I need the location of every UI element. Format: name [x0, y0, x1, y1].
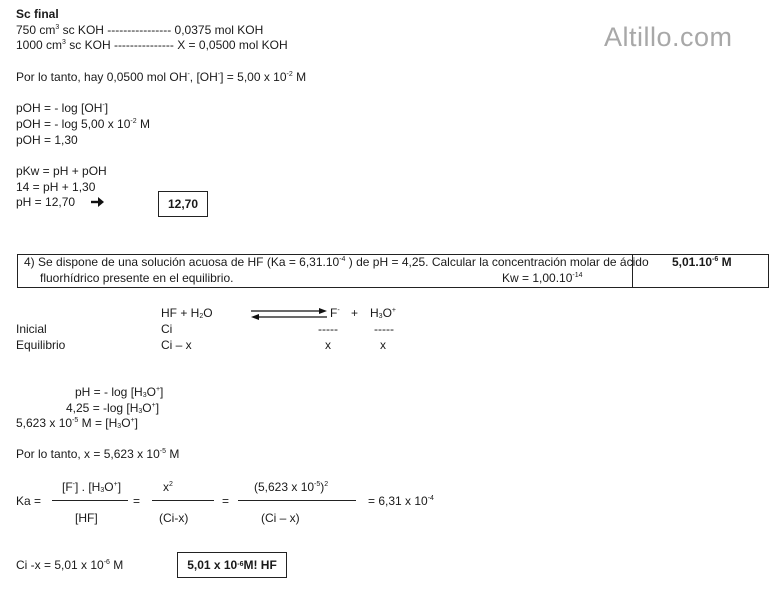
- oh-conclusion: Por lo tanto, hay 0,0500 mol OH-, [OH-] = 5,00 x $10^{-2}$ M: [16, 70, 307, 84]
- pkw-line-1: pKw = pH + pOH: [16, 164, 107, 178]
- equals-1: =: [133, 494, 141, 508]
- x-conclusion: Por lo tanto, x = 5,623 x $10^{-5}$ M: [16, 447, 180, 461]
- row-equilibrio-h3o: x: [380, 338, 386, 352]
- ka-numerator-2: $x^2$: [163, 480, 173, 494]
- row-equilibrio-hf: Ci – x: [161, 338, 192, 352]
- watermark-logo: Altillo.com: [604, 22, 733, 52]
- ka-denominator-1: [HF]: [75, 511, 98, 525]
- row-inicial-hf: Ci: [161, 322, 173, 336]
- f-ion: F-: [330, 306, 340, 320]
- row-equilibrio-label: Equilibrio: [16, 338, 66, 352]
- sc-final-line-2: 1000 $cm^3$ sc KOH --------------- X = 0,0500 mol KOH: [16, 38, 288, 52]
- equilibrium-arrows-icon: [249, 307, 329, 321]
- ka-denominator-2: (Ci-x): [159, 511, 189, 525]
- equals-2: =: [222, 494, 230, 508]
- plus-sign: +: [351, 306, 359, 320]
- poh-line-1: pOH = - log [OH-]: [16, 101, 109, 115]
- fraction-bar-2: [152, 500, 214, 501]
- row-equilibrio-f: x: [325, 338, 331, 352]
- ka-numerator-1: [F-] . $[H_3O^+]$: [62, 480, 122, 494]
- problem-4-answer: $5,01.10^{-6}$ M: [672, 255, 732, 269]
- row-inicial-f: -----: [318, 322, 338, 336]
- sc-final-heading: Sc final: [16, 7, 59, 21]
- poh-line-2: pOH = - log 5,00 x $10^{-2}$ M: [16, 117, 150, 131]
- row-inicial-h3o: -----: [374, 322, 394, 336]
- right-arrow-icon: [90, 195, 106, 209]
- fraction-bar-3: [238, 500, 356, 501]
- final-answer-box: 5,01 x 10 -6 M! HF: [177, 552, 287, 578]
- sc-final-line-1: 750 $cm^3$ sc KOH ---------------- 0,0375 mol KOH: [16, 23, 264, 37]
- ph-calc-line-3: 5,623 x $10^{-5}$ $M = [H_3O^+]$: [16, 416, 138, 430]
- row-inicial-label: Inicial: [16, 322, 47, 336]
- pkw-line-2: 14 = pH + 1,30: [16, 180, 96, 194]
- ph-result-box: 12,70: [158, 191, 208, 217]
- reactants: HF + $H_2O$: [161, 306, 213, 320]
- kw-value: $Kw = 1,00.10^{-14}$: [502, 271, 583, 285]
- ka-result: = 6,31 x $10^{-4}$: [368, 494, 434, 508]
- ka-denominator-3: (Ci – x): [261, 511, 300, 525]
- final-line: Ci -x = 5,01 x $10^{-6}$ M: [16, 558, 124, 572]
- ph-calc-line-2: 4,25 = -log $[H_3O^+]$: [66, 401, 160, 415]
- ka-lhs: Ka =: [16, 494, 42, 508]
- fraction-bar-1: [52, 500, 128, 501]
- poh-line-3: pOH = 1,30: [16, 133, 78, 147]
- ka-numerator-3: (5,623 x $10^{-5})^2$: [254, 480, 329, 494]
- ph-line: pH = 12,70: [16, 195, 76, 209]
- ph-calc-line-1: pH = - $\log [H_3O^+]$: [75, 385, 164, 399]
- problem-4-statement-1: 4) Se dispone de una solución acuosa de HF ($Ka = 6,31.10^{-4}$ ) de pH = 4,25. Calcular la concentración molar de ácido: [24, 255, 649, 269]
- problem-4-statement-2: fluorhídrico presente en el equilibrio.: [40, 271, 234, 285]
- h3o-ion: $H_3O^+$: [370, 306, 397, 320]
